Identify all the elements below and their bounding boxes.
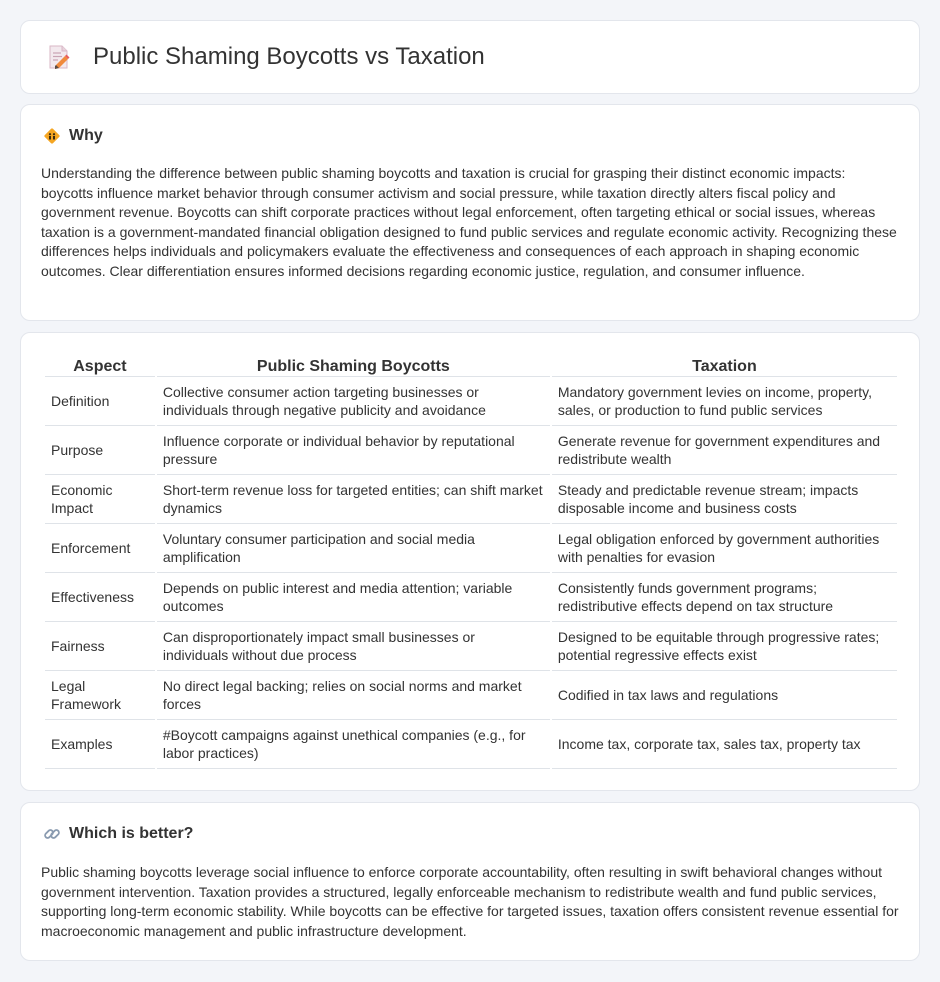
- aspect-cell: Enforcement: [45, 524, 155, 573]
- aspect-cell: Economic Impact: [45, 475, 155, 524]
- table-row: [45, 524, 897, 573]
- pencil-paper-icon: [47, 44, 71, 70]
- why-card: [20, 104, 920, 321]
- better-text: Public shaming boycotts leverage social influence to enforce corporate accountability, often resulting in swift behavioral changes without government intervention. Taxation provides a structured, legally enforceable mechanism to redistribute wealth and fund public services, supporting long-term economic stability. While boycotts can be effective for targeted issues, taxation offers consistent revenue essential for macroeconomic management and public infrastructure development.: [41, 864, 899, 939]
- why-heading: [43, 127, 103, 145]
- boycotts-cell: No direct legal backing; relies on social norms and market forces: [157, 671, 550, 720]
- boycotts-cell: Can disproportionately impact small businesses or individuals without due process: [157, 622, 550, 671]
- aspect-cell: Fairness: [45, 622, 155, 671]
- link-icon: [43, 825, 61, 843]
- taxation-cell: Codified in tax laws and regulations: [552, 671, 897, 720]
- better-title: Which is better?: [69, 825, 194, 842]
- aspect-cell: Legal Framework: [45, 671, 155, 720]
- better-heading: [43, 825, 193, 843]
- title-card: [20, 20, 920, 94]
- boycotts-cell: Collective consumer action targeting businesses or individuals through negative publicity and avoidance: [157, 377, 550, 426]
- header-aspect: Aspect: [45, 353, 155, 377]
- why-title: Why: [69, 127, 103, 144]
- taxation-cell: Generate revenue for government expenditures and redistribute wealth: [552, 426, 897, 475]
- table-header-row: [45, 353, 897, 377]
- aspect-cell: Examples: [45, 720, 155, 769]
- table-row: [45, 720, 897, 769]
- header-boycotts: Public Shaming Boycotts: [157, 353, 550, 377]
- table-row: [45, 377, 897, 426]
- boycotts-cell: Influence corporate or individual behavior by reputational pressure: [157, 426, 550, 475]
- boycotts-cell: Voluntary consumer participation and social media amplification: [157, 524, 550, 573]
- taxation-cell: Steady and predictable revenue stream; impacts disposable income and business costs: [552, 475, 897, 524]
- table-row: [45, 573, 897, 622]
- page-title: Public Shaming Boycotts vs Taxation: [93, 43, 485, 70]
- which-is-better-card: [20, 802, 920, 961]
- comparison-table-card: [20, 332, 920, 791]
- aspect-cell: Purpose: [45, 426, 155, 475]
- boycotts-cell: Short-term revenue loss for targeted entities; can shift market dynamics: [157, 475, 550, 524]
- table-row: [45, 475, 897, 524]
- why-text: Understanding the difference between public shaming boycotts and taxation is crucial for grasping their distinct economic impacts: boycotts influence market behavior through consumer activism and social pressure, while taxation directly alters fiscal policy and government revenue. Boycotts can shift corporate practices without legal enforcement, often targeting ethical or social issues, whereas taxation is a government-mandated financial obligation designed to fund public services and regulate economic activity. Recognizing these differences helps individuals and policymakers evaluate the effectiveness and consequences of each approach in shaping economic outcomes. Clear differentiation ensures informed decisions regarding economic justice, regulation, and consumer influence.: [41, 165, 897, 279]
- boycotts-cell: #Boycott campaigns against unethical companies (e.g., for labor practices): [157, 720, 550, 769]
- table-row: [45, 671, 897, 720]
- table-row: [45, 426, 897, 475]
- aspect-cell: Definition: [45, 377, 155, 426]
- taxation-cell: Mandatory government levies on income, property, sales, or production to fund public services: [552, 377, 897, 426]
- taxation-cell: Legal obligation enforced by government authorities with penalties for evasion: [552, 524, 897, 573]
- road-sign-icon: [43, 127, 61, 145]
- boycotts-cell: Depends on public interest and media attention; variable outcomes: [157, 573, 550, 622]
- header-taxation: Taxation: [552, 353, 897, 377]
- taxation-cell: Consistently funds government programs; redistributive effects depend on tax structure: [552, 573, 897, 622]
- table-row: [45, 622, 897, 671]
- aspect-cell: Effectiveness: [45, 573, 155, 622]
- comparison-table: [43, 353, 899, 769]
- taxation-cell: Designed to be equitable through progressive rates; potential regressive effects exist: [552, 622, 897, 671]
- taxation-cell: Income tax, corporate tax, sales tax, property tax: [552, 720, 897, 769]
